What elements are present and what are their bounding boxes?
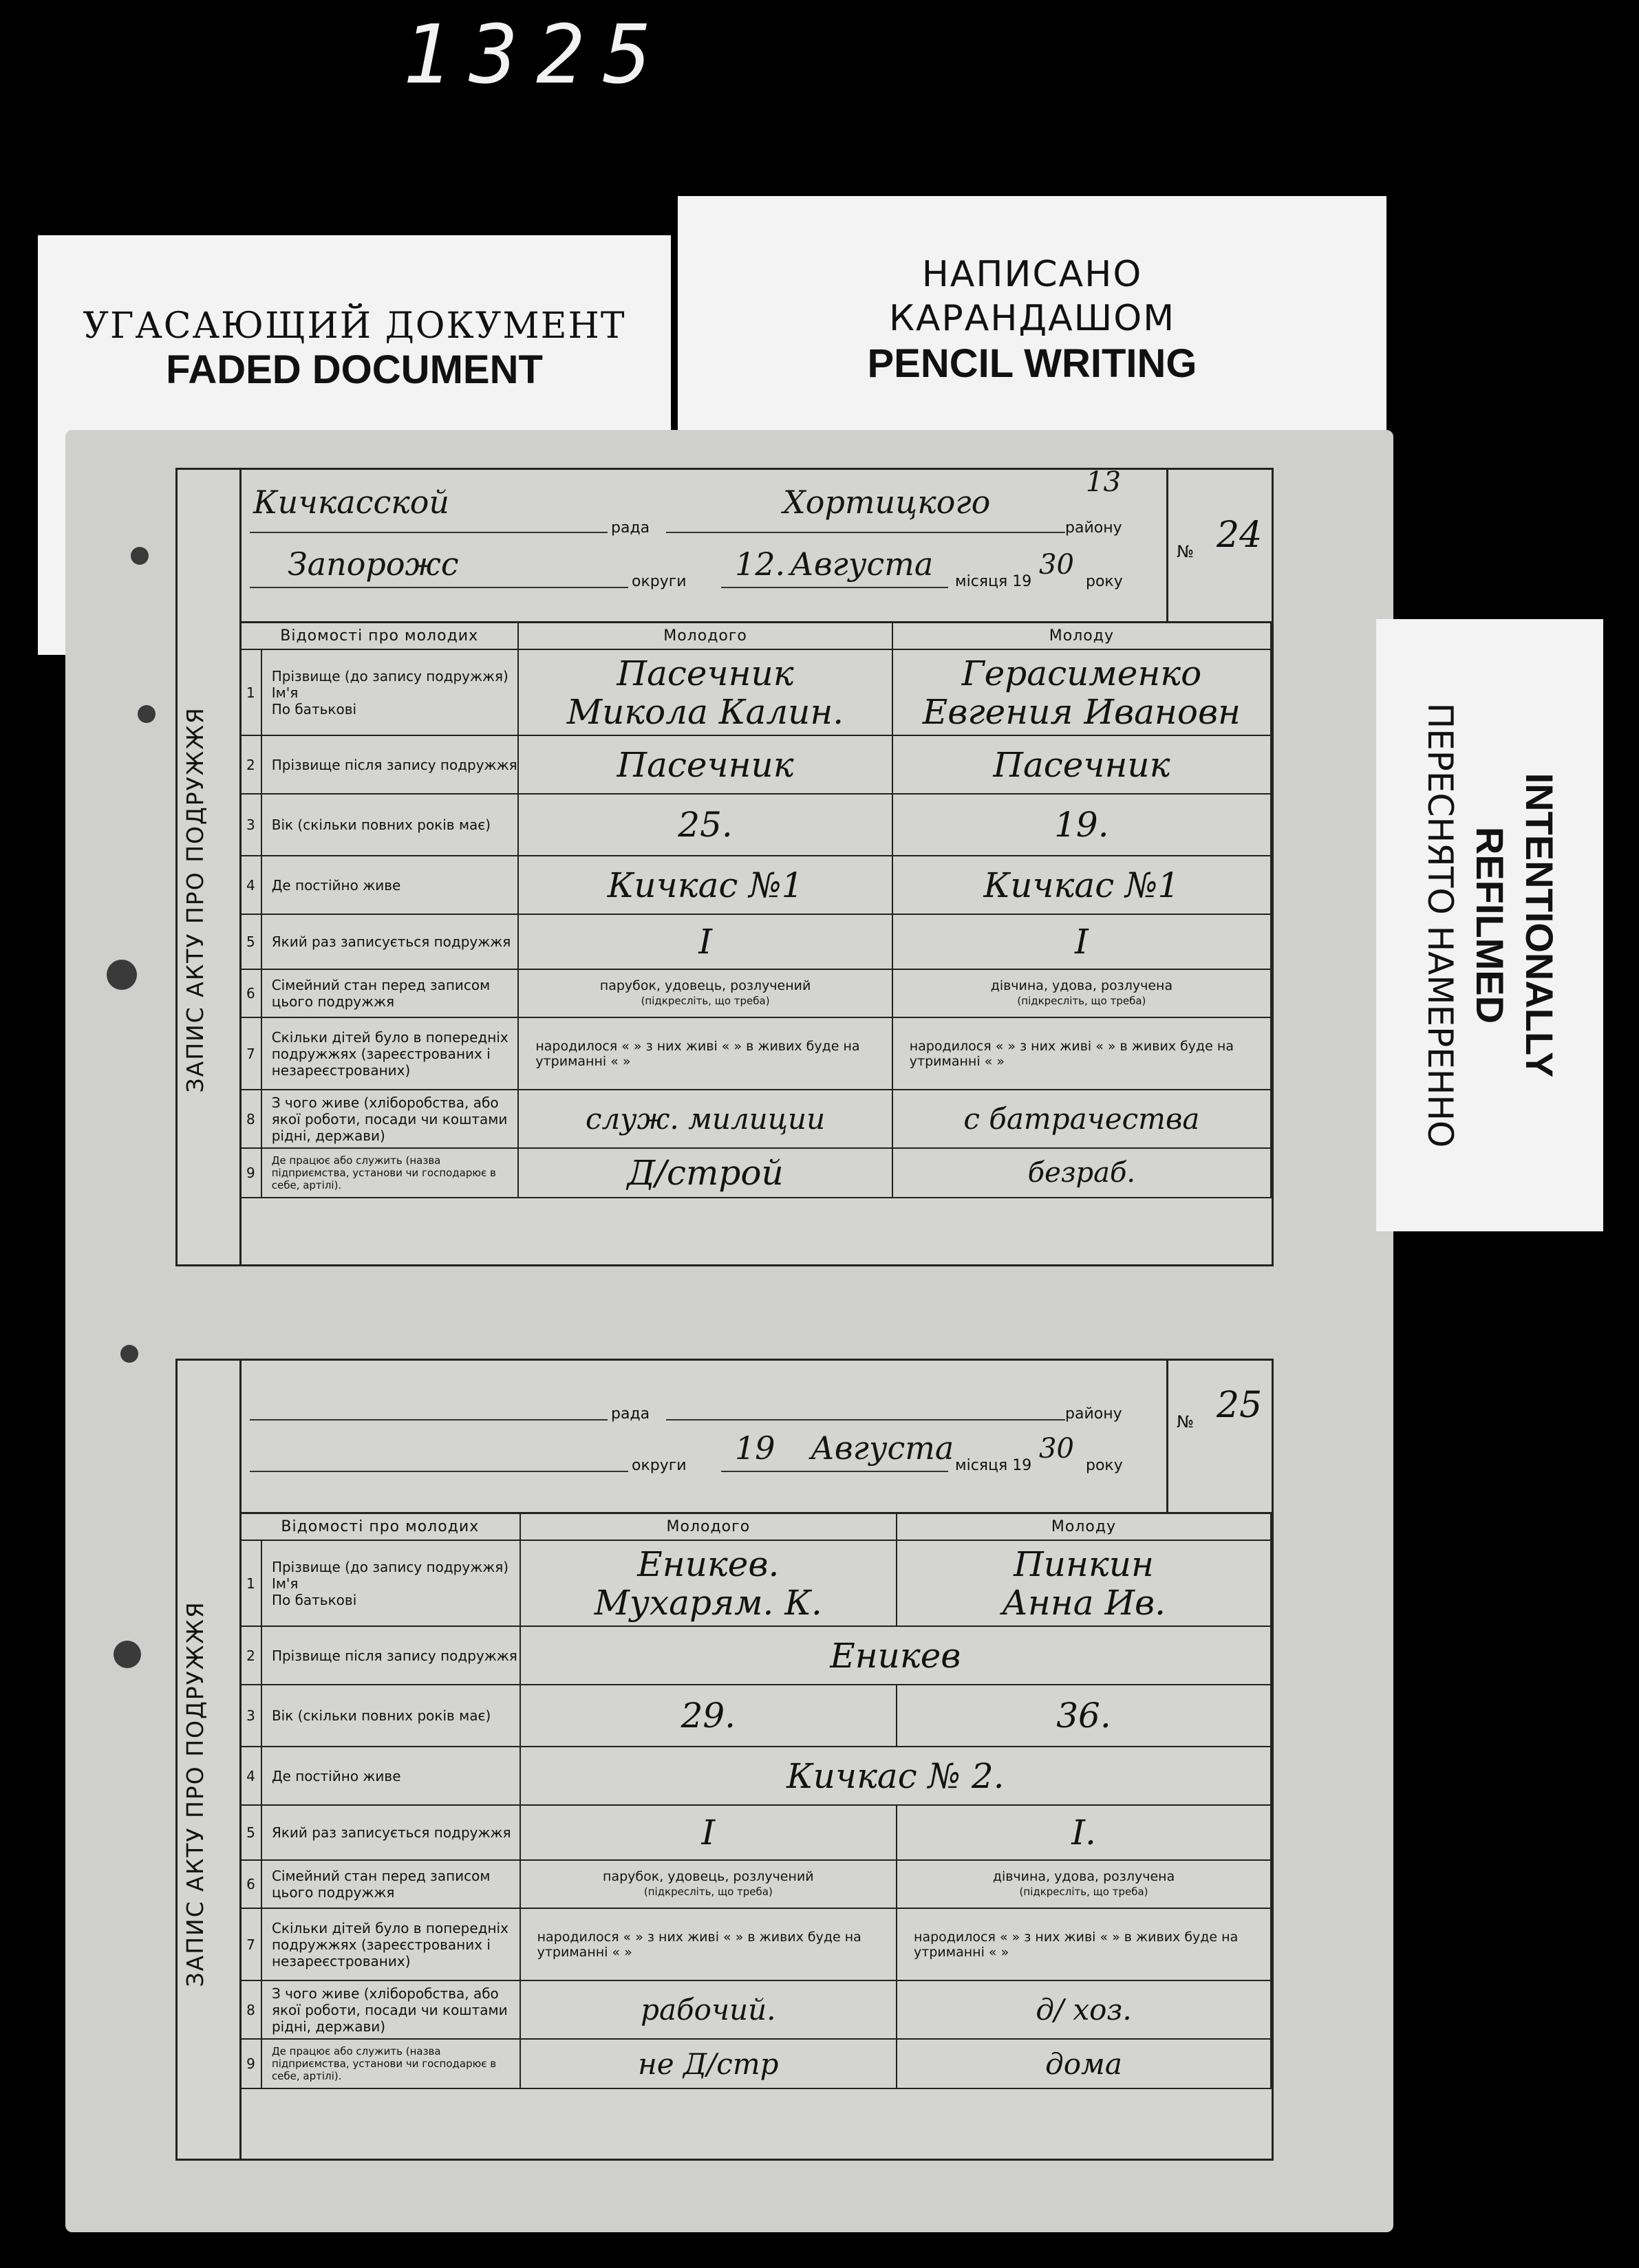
bride-livelihood: с батрачества [892, 1090, 1271, 1148]
groom-surname: Еникев. [637, 1544, 780, 1584]
year-label: року [1086, 573, 1123, 590]
table-row: 8 З чого живе (хліборобства, або якої роботи, посади чи коштами рідні, держави) рабочий. д/ хоз. [240, 1980, 1271, 2039]
col-groom-header: Молодого [518, 622, 892, 649]
table-row: 6 Сімейний стан перед записом цього подружжя парубок, удовець, розлучений (підкресліть, що треба) дівчина, удова, розлучена (підкресліть, що треба) [240, 969, 1271, 1017]
refilmed-label-ru: ПЕРЕСНЯТО НАМЕРЕННО [1420, 702, 1460, 1148]
groom-children: народилося « » з них живі « » в живих буде на утриманні « » [518, 1017, 892, 1090]
date-underline [721, 587, 948, 588]
table-row: 4 Де постійно живе Кичкас №1 Кичкас №1 [240, 856, 1271, 914]
groom-livelihood: рабочий. [520, 1980, 897, 2039]
okruha-underline [250, 1471, 628, 1472]
raion-underline [666, 1419, 1065, 1421]
date-underline [721, 1471, 948, 1472]
day-value: 12. [735, 546, 786, 583]
record-header [239, 466, 1272, 623]
month-label: місяця 19 [955, 1457, 1032, 1474]
bride-livelihood: д/ хоз. [897, 1980, 1271, 2039]
side-title-strip [178, 1361, 242, 2159]
bride-surname: Герасименко [961, 653, 1202, 693]
col-bride-header: Молоду [892, 622, 1271, 649]
bride-name-cell [897, 1540, 1271, 1626]
raion-label: району [1065, 1405, 1122, 1423]
table-row: 5 Який раз записується подружжя I I. [240, 1805, 1271, 1860]
bride-age: 36. [897, 1685, 1271, 1747]
pencil-label-ru [678, 196, 1386, 341]
pencil-label-en: PENCIL WRITING [867, 341, 1197, 386]
bride-status: дівчина, удова, розлучена (підкресліть, що треба) [897, 1860, 1271, 1908]
table-row: 9 Де працює або служить (назва підприємства, установи чи господарює в себе, артілі). не Д/стр дома [240, 2039, 1271, 2088]
pencil-label-ru-line2: КАРАНДАШОМ [888, 298, 1176, 339]
groom-work: не Д/стр [520, 2039, 897, 2088]
record-number: 25 [1217, 1385, 1263, 1426]
refilmed-label [1376, 619, 1603, 1231]
groom-status: парубок, удовець, розлучений (підкресліть, що треба) [520, 1860, 897, 1908]
punch-hole [120, 1345, 138, 1363]
refilmed-label-en-1: INTENTIONALLY [1518, 773, 1561, 1078]
groom-work: Д/строй [518, 1148, 892, 1198]
rada-underline [250, 532, 608, 533]
side-title: ЗАПИС АКТУ ПРО ПОДРУЖЖЯ [182, 1601, 208, 1987]
number-sign: № [1177, 542, 1194, 561]
bride-residence: Кичкас №1 [892, 856, 1271, 914]
marriage-record-24 [175, 468, 1274, 1266]
groom-surname: Пасечник [617, 653, 794, 693]
groom-livelihood: служ. милиции [518, 1090, 892, 1148]
pencil-label-ru-line1: НАПИСАНО [921, 254, 1143, 295]
record-number: 24 [1217, 515, 1263, 556]
okruha-label: округи [632, 1457, 687, 1474]
table-row: 4 Де постійно живе Кичкас № 2. [240, 1747, 1271, 1805]
groom-times: I [518, 914, 892, 969]
groom-status: парубок, удовець, розлучений (підкресліть, що треба) [518, 969, 892, 1017]
record-table [239, 1512, 1272, 2089]
col-groom-header: Молодого [520, 1513, 897, 1540]
bride-surname: Пинкин [1014, 1544, 1154, 1584]
year-value: 30 [1039, 549, 1074, 581]
punch-hole [114, 1641, 141, 1668]
side-title: ЗАПИС АКТУ ПРО ПОДРУЖЖЯ [182, 706, 208, 1093]
record-table [239, 621, 1272, 1198]
okruha-label: округи [632, 573, 687, 590]
groom-name: Микола Калин. [566, 691, 844, 732]
rada-label: рада [611, 1405, 650, 1423]
table-row: 2 Прізвище після запису подружжя Пасечник Пасечник [240, 735, 1271, 794]
month-value: Августа [790, 546, 934, 583]
table-row: 6 Сімейний стан перед записом цього подружжя парубок, удовець, розлучений (підкресліть, що треба) дівчина, удова, розлучена (підкресліть, що треба) [240, 1860, 1271, 1908]
faded-label-ru: УГАСАЮЩИЙ ДОКУМЕНТ [83, 305, 626, 347]
bride-work: безраб. [892, 1148, 1271, 1198]
table-row: 3 Вік (скільки повних років має) 25. 19. [240, 794, 1271, 856]
archive-number: 1325 [403, 7, 670, 102]
groom-times: I [520, 1805, 897, 1860]
bride-children: народилося « » з них живі « » в живих буде на утриманні « » [892, 1017, 1271, 1090]
table-row: 8 З чого живе (хліборобства, або якої роботи, посади чи коштами рідні, держави) служ. милиции с батрачества [240, 1090, 1271, 1148]
col-bride-header: Молоду [897, 1513, 1271, 1540]
punch-hole [131, 547, 149, 565]
month-value: Августа [811, 1429, 954, 1467]
okruha-underline [250, 587, 628, 588]
raion-value: Хортицкого [783, 484, 991, 521]
bride-age: 19. [892, 794, 1271, 856]
refilmed-label-en-2: REFILMED [1468, 826, 1512, 1024]
marriage-record-25 [175, 1359, 1274, 2161]
table-row: 7 Скільки дітей було в попередніх подружжях (зареєстрованих і незареєстрованих) народилося « » з них живі « » в живих буде на утриманні « » народилося « » з них живі « » в живих буде на утриманні « » [240, 1017, 1271, 1090]
year-label: року [1086, 1457, 1123, 1474]
raion-underline [666, 532, 1065, 533]
shared-residence: Кичкас № 2. [520, 1747, 1271, 1805]
table-row: 1 Прізвище (до запису подружжя) Ім'я По батькові Еникев. Мухарям. К. Пинкин Анна Ив. [240, 1540, 1271, 1626]
bride-status: дівчина, удова, розлучена (підкресліть, що треба) [892, 969, 1271, 1017]
rada-value: Кичкасской [253, 484, 450, 521]
month-label: місяця 19 [955, 573, 1032, 590]
groom-new-surname: Пасечник [518, 735, 892, 794]
record-number-box [1166, 470, 1272, 621]
groom-residence: Кичкас №1 [518, 856, 892, 914]
bride-children: народилося « » з них живі « » в живих буде на утриманні « » [897, 1908, 1271, 1980]
groom-name-cell [520, 1540, 897, 1626]
table-row: 5 Який раз записується подружжя I I [240, 914, 1271, 969]
bride-work: дома [897, 2039, 1271, 2088]
number-sign: № [1177, 1412, 1194, 1432]
col-info-header: Відомості про молодих [240, 622, 518, 649]
table-row: 9 Де працює або служить (назва підприємства, установи чи господарює в себе, артілі). Д/строй безраб. [240, 1148, 1271, 1198]
bride-new-surname: Пасечник [892, 735, 1271, 794]
faded-label-en: FADED DOCUMENT [166, 347, 543, 392]
groom-children: народилося « » з них живі « » в живих буде на утриманні « » [520, 1908, 897, 1980]
bride-times: I [892, 914, 1271, 969]
raion-note: 13 [1086, 466, 1121, 498]
q1-label: Прізвище (до запису подружжя) Ім'я По батькові [261, 649, 519, 735]
table-row: 1 Прізвище (до запису подружжя) Ім'я По батькові Пасечник Микола Калин. Герасименко Евгения Ивановн [240, 649, 1271, 735]
groom-age: 25. [518, 794, 892, 856]
shared-new-surname: Еникев [520, 1626, 1271, 1685]
bride-name-cell [892, 649, 1271, 735]
raion-label: району [1065, 519, 1122, 537]
side-title-strip [178, 470, 242, 1264]
year-value: 30 [1039, 1433, 1074, 1465]
table-row: 7 Скільки дітей було в попередніх подружжях (зареєстрованих і незареєстрованих) народилося « » з них живі « » в живих буде на утриманні « » народилося « » з них живі « » в живих буде на утриманні « » [240, 1908, 1271, 1980]
col-info-header: Відомості про молодих [240, 1513, 520, 1540]
table-row: 3 Вік (скільки повних років має) 29. 36. [240, 1685, 1271, 1747]
punch-hole [107, 960, 137, 990]
okruha-value: Запорожс [288, 546, 459, 583]
record-header [239, 1361, 1272, 1514]
bride-name: Евгения Ивановн [922, 691, 1241, 732]
rada-label: рада [611, 519, 650, 537]
bride-name: Анна Ив. [1002, 1582, 1166, 1623]
punch-hole [138, 705, 156, 723]
rada-underline [250, 1419, 608, 1421]
day-value: 19 [735, 1429, 775, 1467]
table-header-row [240, 1513, 1271, 1540]
groom-age: 29. [520, 1685, 897, 1747]
table-row: 2 Прізвище після запису подружжя Еникев [240, 1626, 1271, 1685]
record-number-box [1166, 1361, 1272, 1512]
bride-times: I. [897, 1805, 1271, 1860]
groom-name: Мухарям. К. [594, 1582, 822, 1623]
table-header-row [240, 622, 1271, 649]
groom-name-cell [518, 649, 892, 735]
pencil-writing-label [678, 196, 1386, 464]
q1-label: Прізвище (до запису подружжя) Ім'я По батькові [261, 1540, 520, 1626]
